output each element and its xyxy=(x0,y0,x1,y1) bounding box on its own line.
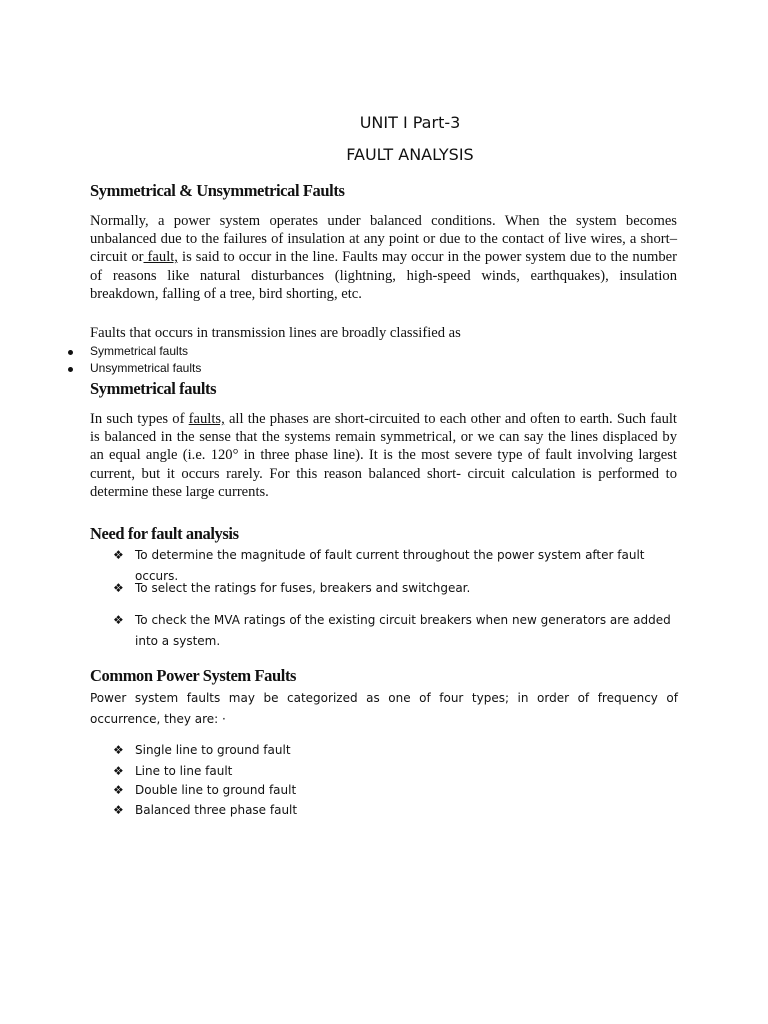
diamond-bullet-icon: ❖ xyxy=(113,548,124,562)
intro-text-start: Normally, a power system operates under balanced conditions. When the system becomes unbalanced due to the failures of insulation at any point or due to the contact of live wires, a short–circuit or xyxy=(90,213,677,266)
bullet-dot-icon xyxy=(68,350,73,355)
diamond-bullet-icon: ❖ xyxy=(113,764,124,778)
bullet-dot-icon xyxy=(68,367,73,372)
section-heading-need-for-fault-analysis: Need for fault analysis xyxy=(90,524,239,543)
symmetrical-text-start: In such types of xyxy=(90,411,189,427)
symmetrical-text-end: all the phases are short-circuited to each other and often to earth. Such fault is balanced in the sense that the systems remain symmetrical, or we can say the lines displaced by an equal angle (i.e. 120° in three phase line). It is the most severe type of fault involving largest current, but it occurs rarely. For this reason balanced short- circuit calculation is performed to determine these large currents. xyxy=(90,411,677,500)
common-faults-intro: Power system faults may be categorized as one of four types; in order of frequency of occurrence, they are: · xyxy=(90,691,678,726)
fault-link[interactable]: fault, xyxy=(143,249,178,266)
diamond-bullet-icon: ❖ xyxy=(113,581,124,595)
list-item-fault-current: To determine the magnitude of fault current throughout the power system after fault occurs. xyxy=(135,548,645,583)
list-item-symmetrical: Symmetrical faults xyxy=(90,344,189,358)
intro-text-end: is said to occur in the line. Faults may occur in the power system due to the number of reasons like natural disturbances (lightning, high-speed winds, earthquakes), insulation breakdown, falling of a tree, bird shorting, etc. xyxy=(90,249,677,302)
section-heading-symmetrical-unsymmetrical: Symmetrical & Unsymmetrical Faults xyxy=(90,181,345,200)
diamond-bullet-icon: ❖ xyxy=(113,743,124,757)
unit-title: UNIT I Part-3 xyxy=(359,113,461,132)
faults-link[interactable]: faults, xyxy=(188,411,225,427)
list-item-ratings: To select the ratings for fuses, breakers and switchgear. xyxy=(135,581,471,595)
section-heading-common-faults: Common Power System Faults xyxy=(90,666,297,685)
diamond-bullet-icon: ❖ xyxy=(113,783,124,797)
list-item-single-line-ground: Single line to ground fault xyxy=(135,743,291,757)
intro-paragraph xyxy=(90,212,677,303)
list-item-double-line-ground: Double line to ground fault xyxy=(135,783,297,797)
section-heading-symmetrical-faults: Symmetrical faults xyxy=(90,379,217,398)
list-item-line-to-line: Line to line fault xyxy=(135,764,233,778)
page-title: FAULT ANALYSIS xyxy=(346,145,474,164)
list-item-unsymmetrical: Unsymmetrical faults xyxy=(90,361,202,375)
list-item-balanced-three-phase: Balanced three phase fault xyxy=(135,803,298,817)
classification-line: Faults that occurs in transmission lines are broadly classified as xyxy=(90,325,461,341)
symmetrical-paragraph xyxy=(90,410,677,501)
diamond-bullet-icon: ❖ xyxy=(113,613,124,627)
diamond-bullet-icon: ❖ xyxy=(113,803,124,817)
list-item-mva-ratings: To check the MVA ratings of the existing circuit breakers when new generators are added into a system. xyxy=(135,613,671,648)
